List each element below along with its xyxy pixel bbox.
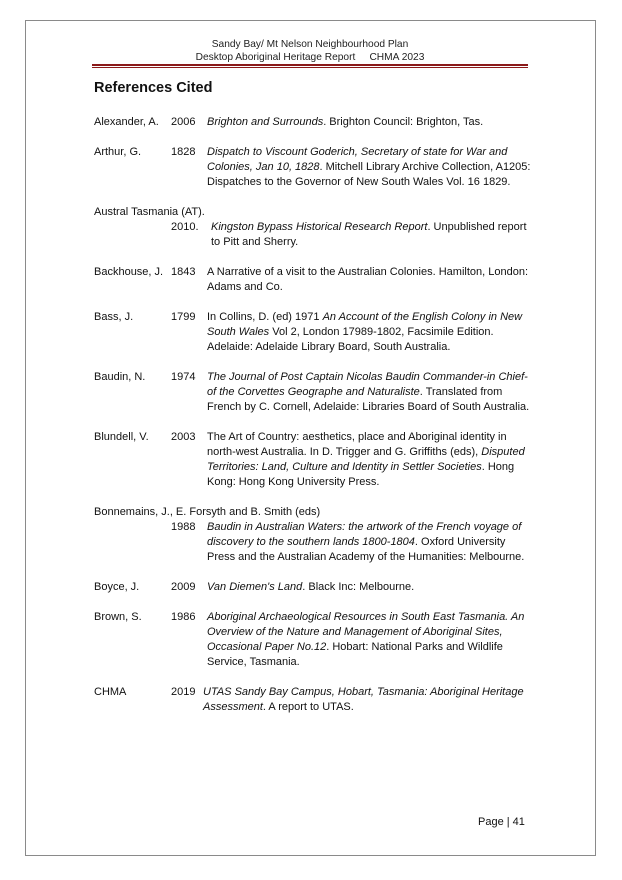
ref-year: 1986 [171, 611, 196, 623]
ref-text: A Narrative of a visit to the Australian Colonies. Hamilton, London: Adams and Co. [207, 266, 529, 293]
ref-text [207, 115, 534, 130]
reference-entry [94, 265, 534, 295]
ref-title: The Journal of Post Captain Nicolas Baudin Commander-in Chief-of the Corvettes Geographe and Naturaliste [207, 371, 528, 398]
ref-year: 1843 [171, 266, 196, 278]
ref-year: 1828 [171, 146, 196, 158]
ref-text [203, 685, 534, 715]
reference-entry [94, 685, 534, 715]
ref-title: Van Diemen's Land [207, 581, 303, 593]
ref-rest: . Oxford University Press and the Australian Academy of the Humanities: Melbourne. [207, 536, 525, 563]
reference-entry [94, 145, 534, 190]
ref-year: 1974 [171, 371, 196, 383]
ref-author: Brown, S. [94, 611, 142, 623]
ref-author: Alexander, A. [94, 116, 159, 128]
ref-year: 2003 [171, 431, 196, 443]
ref-author: CHMA [94, 686, 127, 698]
ref-author: Austral Tasmania (AT). [94, 206, 205, 218]
ref-year: 2009 [171, 581, 196, 593]
ref-rest: Vol 2, London 17989-1802, Facsimile Edition. Adelaide: Adelaide Library Board, South Australia. [207, 326, 494, 353]
ref-author: Boyce, J. [94, 581, 140, 593]
ref-year: 2006 [171, 116, 196, 128]
ref-title: An Account of the English Colony in New South Wales [207, 311, 523, 338]
ref-author: Baudin, N. [94, 371, 146, 383]
ref-rest: . Unpublished report to Pitt and Sherry. [211, 221, 527, 248]
ref-rest: . Black Inc: Melbourne. [302, 581, 415, 593]
ref-author: Backhouse, J. [94, 266, 164, 278]
ref-rest: . A report to UTAS. [262, 701, 354, 713]
ref-text [207, 580, 534, 595]
ref-text [211, 220, 534, 250]
reference-entry [94, 505, 534, 565]
ref-title: Brighton and Surrounds [207, 116, 324, 128]
reference-list [94, 115, 534, 730]
ref-text [207, 145, 534, 190]
ref-pre: The Art of Country: aesthetics, place and Aboriginal identity in north-west Australia. In D. Trigger and G. Griffiths (eds), [207, 431, 507, 458]
section-title: References Cited [94, 80, 213, 96]
ref-year: 2010. [171, 221, 199, 233]
ref-rest: . Translated from French by C. Cornell, Adelaide: Libraries Board of South Australia. [207, 386, 530, 413]
ref-title: Baudin in Australian Waters: the artwork of the French voyage of discovery to the southern lands 1800-1804 [207, 521, 522, 548]
header-rule [92, 64, 528, 66]
reference-entry [94, 370, 534, 415]
ref-year: 1799 [171, 311, 196, 323]
ref-title: Disputed Territories: Land, Culture and Identity in Settler Societies [207, 446, 525, 473]
ref-text [207, 610, 534, 670]
ref-title: Aboriginal Archaeological Resources in South East Tasmania. An Overview of the Nature and Management of Aboriginal Sites, Occasional Paper No.12 [207, 611, 525, 653]
ref-text [207, 430, 534, 490]
reference-entry [94, 580, 534, 595]
running-header [90, 38, 530, 64]
reference-entry [94, 430, 534, 490]
reference-entry [94, 205, 534, 250]
ref-rest: . Hong Kong: Hong Kong University Press. [207, 461, 515, 488]
ref-title: Dispatch to Viscount Goderich, Secretary of state for War and Colonies, Jan 10, 1828 [207, 146, 508, 173]
ref-text [207, 310, 534, 355]
ref-author: Bass, J. [94, 311, 134, 323]
page-number: Page | 41 [478, 816, 525, 828]
ref-year: 2019 [171, 686, 196, 698]
ref-rest: . Brighton Council: Brighton, Tas. [323, 116, 484, 128]
header-rule-thin [92, 67, 528, 68]
ref-text [207, 370, 534, 415]
ref-rest: . Mitchell Library Archive Collection, A1205: Dispatches to the Governor of New South Wales Vol. 16 1829. [207, 161, 531, 188]
ref-author: Bonnemains, J., E. Forsyth and B. Smith (eds) [94, 506, 321, 518]
ref-text [207, 520, 534, 565]
ref-author: Arthur, G. [94, 146, 142, 158]
header-line-2: Desktop Aboriginal Heritage Report CHMA 2023 [195, 52, 425, 63]
header-line-1: Sandy Bay/ Mt Nelson Neighbourhood Plan [211, 39, 409, 50]
ref-title: UTAS Sandy Bay Campus, Hobart, Tasmania: Aboriginal Heritage Assessment [203, 686, 524, 713]
reference-entry [94, 610, 534, 670]
reference-entry [94, 115, 534, 130]
ref-year: 1988 [171, 521, 196, 533]
ref-author: Blundell, V. [94, 431, 149, 443]
ref-title: Kingston Bypass Historical Research Report [211, 221, 428, 233]
ref-pre: In Collins, D. (ed) 1971 [207, 311, 323, 323]
reference-entry [94, 310, 534, 355]
ref-rest: . Hobart: National Parks and Wildlife Service, Tasmania. [207, 641, 503, 668]
